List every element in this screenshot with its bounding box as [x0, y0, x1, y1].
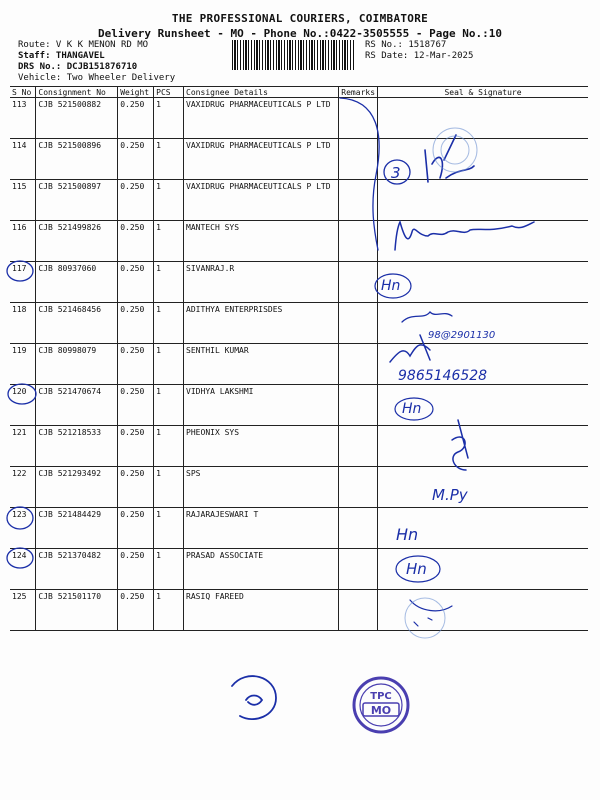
cell-pcs: 1: [154, 98, 184, 139]
cell-consignee: MANTECH SYS: [184, 221, 339, 262]
company-title: THE PROFESSIONAL COURIERS, COIMBATORE: [171, 12, 429, 25]
runsheet-subtitle: Delivery Runsheet - MO - Phone No.:0422-3505555 - Page No.:10: [98, 27, 502, 40]
cell-sno: 117: [10, 262, 36, 303]
cell-consignment: CJB 521293492: [36, 467, 118, 508]
col-seal-signature: Seal & Signature: [378, 87, 588, 98]
cell-sno: 116: [10, 221, 36, 262]
cell-pcs: 1: [154, 590, 184, 631]
cell-pcs: 1: [154, 303, 184, 344]
cell-consignment: CJB 80937060: [36, 262, 118, 303]
cell-sno: 120: [10, 385, 36, 426]
table-row: [10, 180, 588, 221]
cell-consignment: CJB 521501170: [36, 590, 118, 631]
cell-remarks: [339, 549, 378, 590]
cell-signature: [378, 508, 588, 549]
cell-pcs: 1: [154, 467, 184, 508]
cell-remarks: [339, 139, 378, 180]
cell-consignee: VIDHYA LAKSHMI: [184, 385, 339, 426]
cell-consignment: CJB 521370482: [36, 549, 118, 590]
tpc-stamp: [354, 678, 408, 732]
cell-remarks: [339, 180, 378, 221]
cell-sno: 121: [10, 426, 36, 467]
table-row: [10, 426, 588, 467]
cell-pcs: 1: [154, 180, 184, 221]
col-consignment: Consignment No: [36, 87, 118, 98]
table-row: [10, 98, 588, 139]
route: Route: V K K MENON RD MO: [18, 40, 149, 50]
table-row: [10, 303, 588, 344]
cell-consignee: RASIQ FAREED: [184, 590, 339, 631]
cell-signature: [378, 590, 588, 631]
cell-consignment: CJB 521500882: [36, 98, 118, 139]
barcode-image: [232, 40, 354, 70]
cell-remarks: [339, 426, 378, 467]
cell-weight: 0.250: [118, 262, 154, 303]
cell-pcs: 1: [154, 549, 184, 590]
col-sno: S No: [10, 87, 36, 98]
cell-pcs: 1: [154, 426, 184, 467]
cell-remarks: [339, 508, 378, 549]
mark-hn-124: Hn: [406, 560, 427, 578]
table-row: [10, 467, 588, 508]
cell-weight: 0.250: [118, 590, 154, 631]
col-pcs: PCS: [154, 87, 184, 98]
cell-consignment: CJB 521468456: [36, 303, 118, 344]
cell-consignment: CJB 521470674: [36, 385, 118, 426]
cell-signature: [378, 262, 588, 303]
cell-weight: 0.250: [118, 98, 154, 139]
cell-remarks: [339, 221, 378, 262]
table-row: [10, 344, 588, 385]
cell-remarks: [339, 303, 378, 344]
count-note: 3: [391, 164, 401, 182]
table-row: [10, 221, 588, 262]
cell-consignee: VAXIDRUG PHARMACEUTICALS P LTD: [184, 98, 339, 139]
cell-sno: 119: [10, 344, 36, 385]
cell-consignee: PHEONIX SYS: [184, 426, 339, 467]
cell-remarks: [339, 590, 378, 631]
cell-consignee: SIVANRAJ.R: [184, 262, 339, 303]
cell-consignment: CJB 521484429: [36, 508, 118, 549]
cell-weight: 0.250: [118, 549, 154, 590]
stamp-bottom-text: MO: [370, 704, 392, 717]
cell-remarks: [339, 98, 378, 139]
rs-date: RS Date: 12-Mar-2025: [365, 51, 474, 61]
table-header-row: [10, 87, 588, 98]
rs-number: RS No.: 1518767: [365, 40, 447, 50]
cell-signature: [378, 385, 588, 426]
cell-consignee: SENTHIL KUMAR: [184, 344, 339, 385]
cell-pcs: 1: [154, 139, 184, 180]
cell-pcs: 1: [154, 344, 184, 385]
cell-pcs: 1: [154, 385, 184, 426]
cell-sno: 122: [10, 467, 36, 508]
cell-consignee: RAJARAJESWARI T: [184, 508, 339, 549]
cell-signature: [378, 344, 588, 385]
initial-bottom: [232, 676, 276, 719]
col-consignee: Consignee Details: [184, 87, 339, 98]
vehicle: Vehicle: Two Wheeler Delivery: [18, 73, 176, 83]
cell-consignee: SPS: [184, 467, 339, 508]
runsheet-meta-right: [365, 40, 473, 62]
cell-sno: 115: [10, 180, 36, 221]
runsheet-meta-left: [18, 40, 175, 84]
cell-signature: [378, 303, 588, 344]
mark-hn-123: Hn: [396, 525, 419, 544]
cell-signature: [378, 139, 588, 180]
cell-sno: 124: [10, 549, 36, 590]
table-row: [10, 549, 588, 590]
delivery-table: [10, 86, 588, 631]
cell-sno: 123: [10, 508, 36, 549]
cell-sno: 125: [10, 590, 36, 631]
col-remarks: Remarks: [339, 87, 378, 98]
cell-remarks: [339, 385, 378, 426]
signature-mpy: M.Py: [432, 486, 468, 504]
cell-sno: 114: [10, 139, 36, 180]
cell-weight: 0.250: [118, 180, 154, 221]
cell-consignment: CJB 521500896: [36, 139, 118, 180]
cell-signature: [378, 221, 588, 262]
mark-hn-120: Hn: [402, 401, 422, 417]
cell-weight: 0.250: [118, 344, 154, 385]
stamp-top-text: TPC: [370, 691, 392, 702]
cell-signature: [378, 467, 588, 508]
mark-hn-117: Hn: [381, 278, 401, 294]
cell-signature: [378, 426, 588, 467]
cell-pcs: 1: [154, 221, 184, 262]
cell-pcs: 1: [154, 508, 184, 549]
cell-remarks: [339, 262, 378, 303]
cell-remarks: [339, 344, 378, 385]
cell-sno: 113: [10, 98, 36, 139]
table-row: [10, 139, 588, 180]
cell-consignment: CJB 521500897: [36, 180, 118, 221]
table-row: [10, 262, 588, 303]
cell-consignment: CJB 521218533: [36, 426, 118, 467]
cell-weight: 0.250: [118, 508, 154, 549]
table-row: [10, 590, 588, 631]
cell-pcs: 1: [154, 262, 184, 303]
cell-signature: [378, 549, 588, 590]
cell-weight: 0.250: [118, 139, 154, 180]
cell-weight: 0.250: [118, 426, 154, 467]
cell-consignment: CJB 80998079: [36, 344, 118, 385]
cell-consignee: PRASAD ASSOCIATE: [184, 549, 339, 590]
cell-weight: 0.250: [118, 467, 154, 508]
drs-number: DRS No.: DCJB151876710: [18, 62, 138, 72]
table-row: [10, 508, 588, 549]
cell-weight: 0.250: [118, 303, 154, 344]
col-weight: Weight: [118, 87, 154, 98]
staff: Staff: THANGAVEL: [18, 51, 105, 61]
cell-consignment: CJB 521499826: [36, 221, 118, 262]
cell-consignee: ADITHYA ENTERPRISDES: [184, 303, 339, 344]
cell-signature: [378, 180, 588, 221]
cell-consignee: VAXIDRUG PHARMACEUTICALS P LTD: [184, 180, 339, 221]
cell-remarks: [339, 467, 378, 508]
cell-sno: 118: [10, 303, 36, 344]
receiver-phone: 9865146528: [398, 368, 488, 384]
cell-consignee: VAXIDRUG PHARMACEUTICALS P LTD: [184, 139, 339, 180]
cell-signature: [378, 98, 588, 139]
cell-weight: 0.250: [118, 385, 154, 426]
partial-number: 98@2901130: [428, 330, 496, 341]
table-row: [10, 385, 588, 426]
cell-weight: 0.250: [118, 221, 154, 262]
